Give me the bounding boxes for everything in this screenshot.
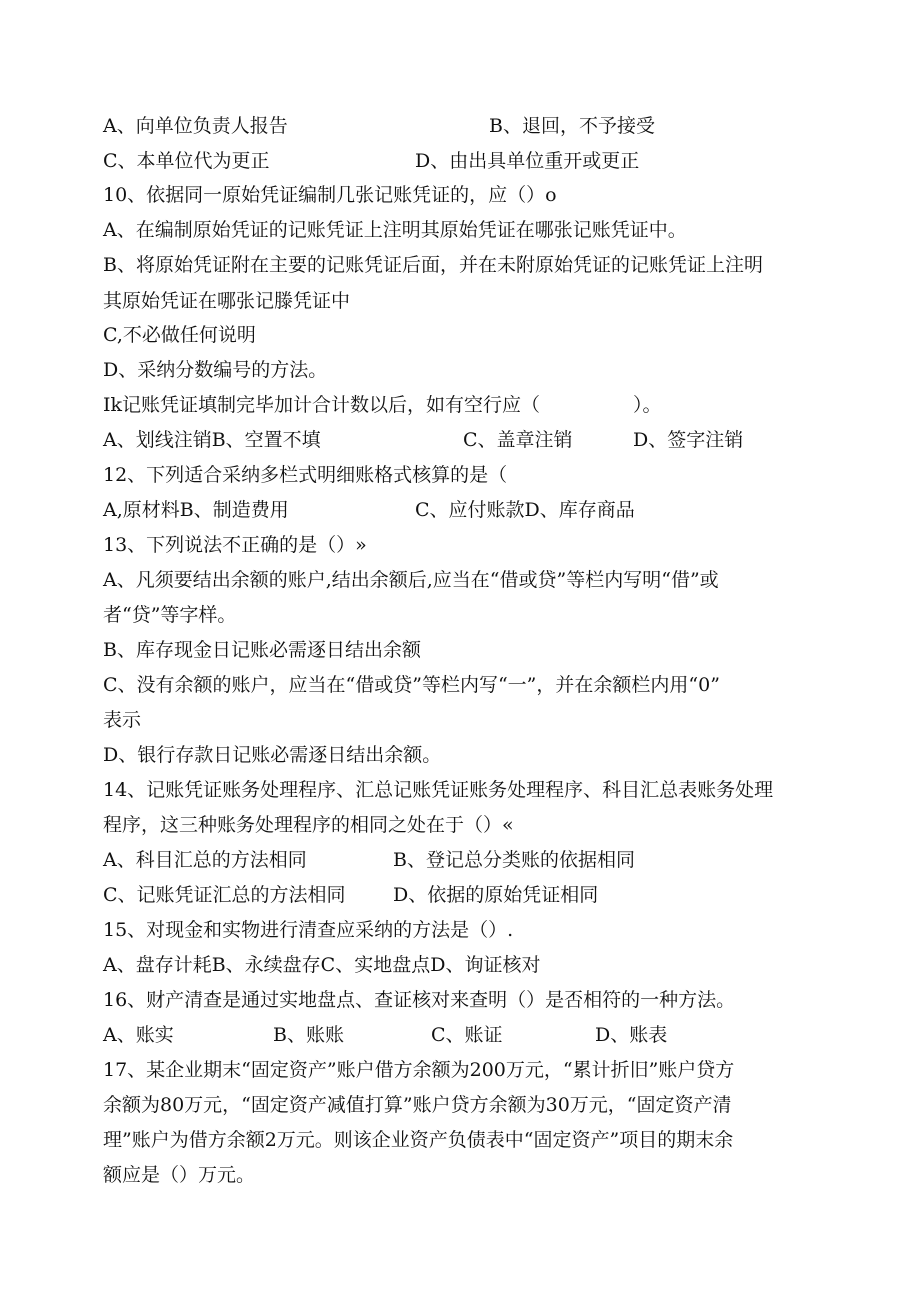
question-15: 15、对现金和实物进行清查应采纳的方法是（）. bbox=[103, 919, 514, 941]
options-a-b: A、划线注销B、空置不填 bbox=[103, 429, 321, 451]
option-a: A、账实 bbox=[103, 1024, 174, 1046]
option-d: D、依据的原始凭证相同 bbox=[393, 884, 599, 906]
option-a: A、向单位负责人报告 bbox=[103, 115, 288, 137]
option-c: C、盖章注销 bbox=[463, 429, 573, 451]
option-c: C,不必做任何说明 bbox=[103, 324, 256, 346]
question-14: 14、记账凭证账务处理程序、汇总记账凭证账务处理程序、科目汇总表账务处理 bbox=[103, 779, 774, 801]
question-17: 17、某企业期末“固定资产”账户借方余额为200万元，“累计折旧”账户贷方 bbox=[103, 1059, 735, 1081]
option-d: D、签字注销 bbox=[633, 429, 744, 451]
option-c: C、账证 bbox=[431, 1024, 503, 1046]
option-a: A、在编制原始凭证的记账凭证上注明其原始凭证在哪张记账凭证中。 bbox=[103, 219, 687, 241]
option-d: D、采纳分数编号的方法。 bbox=[103, 359, 328, 381]
options-a-b: A,原材料B、制造费用 bbox=[103, 499, 289, 521]
options-c-d: C、应付账款D、库存商品 bbox=[415, 499, 635, 521]
option-d: D、由出具单位重开或更正 bbox=[415, 150, 640, 172]
option-a: A、凡须要结出余额的账户,结出余额后,应当在“借或贷”等栏内写明“借”或 bbox=[103, 569, 719, 591]
options-a-d: A、盘存计耗B、永续盘存C、实地盘点D、询证核对 bbox=[103, 954, 541, 976]
option-a-continued: 者“贷”等字样。 bbox=[103, 604, 237, 626]
option-b-continued: 其原始凭证在哪张记滕凭证中 bbox=[103, 290, 351, 312]
question-17-continued: 理”账户为借方余额2万元。则该企业资产负债表中“固定资产”项目的期末余 bbox=[103, 1129, 734, 1151]
question-11-end: ）。 bbox=[633, 394, 662, 416]
option-b: B、库存现金日记账必需逐日结出余额 bbox=[103, 639, 421, 661]
option-b: B、将原始凭证附在主要的记账凭证后面，并在未附原始凭证的记账凭证上注明 bbox=[103, 254, 763, 276]
option-c: C、没有余额的账户，应当在“借或贷”等栏内写“一”，并在余额栏内用“0” bbox=[103, 674, 720, 696]
option-c: C、本单位代为更正 bbox=[103, 150, 270, 172]
question-17-continued: 额应是（）万元。 bbox=[103, 1164, 256, 1186]
option-b: B、登记总分类账的依据相同 bbox=[393, 849, 635, 871]
question-11: Ik记账凭证填制完毕加计合计数以后，如有空行应（ bbox=[103, 394, 541, 416]
question-10: 10、依据同一原始凭证编制几张记账凭证的，应（）o bbox=[103, 184, 557, 206]
option-c-continued: 表示 bbox=[103, 709, 142, 731]
option-b: B、退回，不予接受 bbox=[489, 115, 655, 137]
question-13: 13、下列说法不正确的是（）» bbox=[103, 534, 367, 556]
option-b: B、账账 bbox=[273, 1024, 344, 1046]
question-12: 12、下列适合采纳多栏式明细账格式核算的是（ bbox=[103, 464, 508, 486]
option-a: A、科目汇总的方法相同 bbox=[103, 849, 307, 871]
option-d: D、账表 bbox=[595, 1024, 668, 1046]
option-d: D、银行存款日记账必需逐日结出余额。 bbox=[103, 744, 442, 766]
question-17-continued: 余额为80万元，“固定资产减值打算”账户贷方余额为30万元，“固定资产清 bbox=[103, 1094, 732, 1116]
question-16: 16、财产清查是通过实地盘点、查证核对来查明（）是否相符的一种方法。 bbox=[103, 989, 736, 1011]
question-14-continued: 程序，这三种账务处理程序的相同之处在于（）« bbox=[103, 814, 514, 836]
option-c: C、记账凭证汇总的方法相同 bbox=[103, 884, 346, 906]
